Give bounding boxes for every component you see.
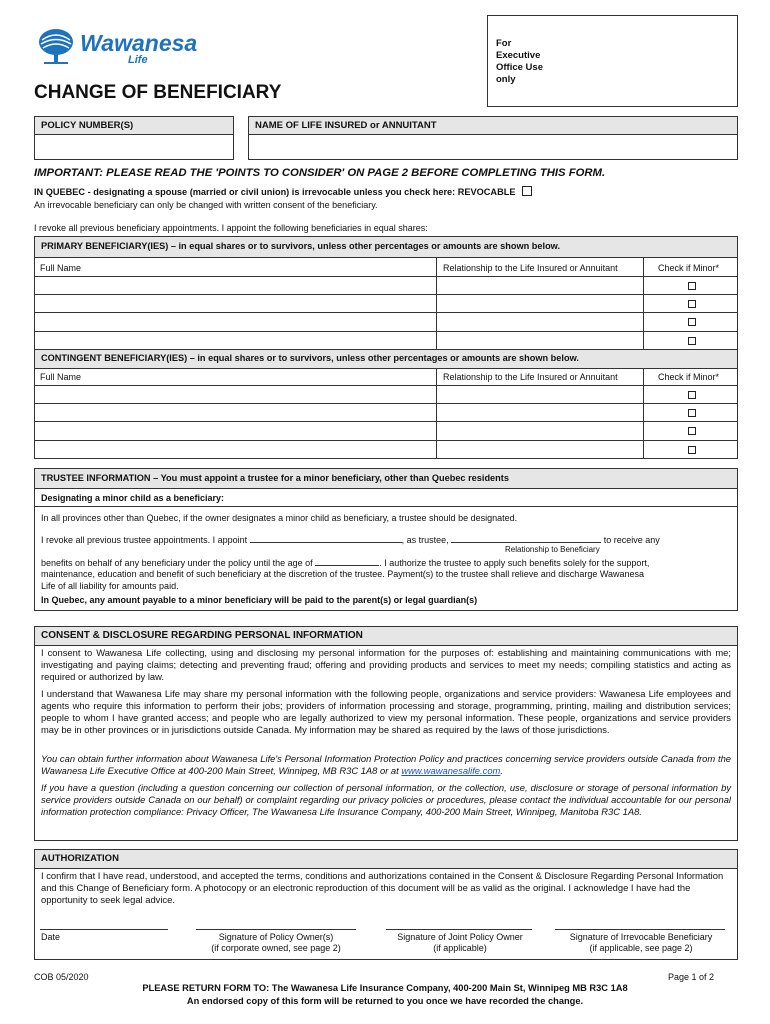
page-number: Page 1 of 2 — [668, 972, 715, 982]
primary-divider-1 — [436, 258, 437, 350]
contingent-divider-1 — [436, 368, 437, 459]
authorization-heading: AUTHORIZATION — [35, 850, 737, 869]
primary-table — [34, 236, 738, 350]
website-link[interactable]: www.wawanesalife.com — [401, 765, 501, 776]
trustee-p1: In all provinces other than Quebec, if the owner designates a minor child as beneficiary, a trustee should be designated. — [41, 513, 518, 523]
contingent-divider-2 — [643, 368, 644, 459]
exec-note: For Executive Office Use only — [496, 38, 543, 85]
important-heading: IMPORTANT: PLEASE READ THE 'POINTS TO CONSIDER' ON PAGE 2 BEFORE COMPLETING THIS FORM. — [34, 167, 606, 179]
minor-checkbox[interactable] — [688, 282, 696, 290]
form-code: COB 05/2020 — [34, 972, 89, 982]
date-label: Date — [41, 932, 61, 942]
irrevocable-note: An irrevocable beneficiary can only be changed with written consent of the beneficiary. — [34, 200, 378, 210]
primary-col-name: Full Name — [40, 263, 82, 273]
minor-checkbox[interactable] — [688, 409, 696, 417]
revoke-note: I revoke all previous beneficiary appointments. I appoint the following beneficiaries in equal shares: — [34, 223, 428, 233]
trustee-quebec: In Quebec, any amount payable to a minor beneficiary will be paid to the parent(s) or legal guardian(s) — [41, 595, 478, 605]
irrevocable-label: Signature of Irrevocable Beneficiary (if applicable, see page 2) — [569, 932, 713, 953]
contingent-row[interactable] — [34, 440, 738, 441]
authorization-text: I confirm that I have read, understood, and accepted the terms, conditions and authorizations contained in the Consent & Disclosure Regarding Personal Information and this Change of Beneficiary form. A photocopy or an electronic reproduction of this document will be as valid as the original. I acknowledge I have had the opportunity to seek legal advice. — [41, 870, 724, 905]
consent-p4: If you have a question (including a question concerning our collection of personal information, or the collection, use, disclosure or storage of personal information by service providers outside Canada on our behalf) or complaint regarding our privacy policies or procedures, please contact the individual accountable for our personal information protection compliance: Privacy Officer, The Wawanesa Life Insurance Company, 400-200 Main Street, Winnipeg, Manitoba R3C 1A8. — [41, 782, 731, 817]
minor-checkbox[interactable] — [688, 391, 696, 399]
minor-checkbox[interactable] — [688, 427, 696, 435]
revocable-checkbox[interactable] — [522, 186, 532, 196]
contingent-col-relationship: Relationship to the Life Insured or Annuitant — [443, 372, 618, 382]
minor-checkbox[interactable] — [688, 446, 696, 454]
trustee-name-field[interactable] — [250, 533, 402, 543]
primary-row[interactable] — [34, 276, 738, 277]
quebec-line: IN QUEBEC - designating a spouse (married or civil union) is irrevocable unless you check here: REVOCABLE — [34, 186, 532, 197]
trustee-age-line: benefits on behalf of any beneficiary under the policy until the age of . I authorize the trustee to apply such benefits solely for the support, — [41, 558, 650, 568]
return-address: PLEASE RETURN FORM TO: The Wawanesa Life Insurance Company, 400-200 Main St, Winnipeg MB R3C 1A8 — [142, 983, 628, 993]
contingent-col-minor: Check if Minor* — [658, 372, 720, 382]
primary-col-relationship: Relationship to the Life Insured or Annuitant — [443, 263, 618, 273]
policy-number-field[interactable] — [34, 116, 234, 160]
contingent-col-name: Full Name — [40, 372, 82, 382]
form-title: CHANGE OF BENEFICIARY — [34, 82, 282, 103]
trustee-relationship-field[interactable] — [451, 533, 601, 543]
tree-logo-icon — [36, 26, 76, 66]
executive-office-box — [487, 15, 738, 107]
trustee-heading: TRUSTEE INFORMATION – You must appoint a trustee for a minor beneficiary, other than Quebec residents — [35, 469, 737, 489]
owner-label: Signature of Policy Owner(s) (if corporate owned, see page 2) — [211, 932, 341, 953]
irrevocable-signature-field[interactable] — [555, 929, 725, 930]
contingent-row[interactable] — [34, 403, 738, 404]
joint-label: Signature of Joint Policy Owner (if applicable) — [397, 932, 523, 953]
relationship-caption: Relationship to Beneficiary — [505, 545, 600, 554]
primary-row[interactable] — [34, 312, 738, 313]
insured-name-field[interactable] — [248, 116, 738, 160]
endorsed-note: An endorsed copy of this form will be returned to you once we have recorded the change. — [186, 996, 584, 1006]
owner-signature-field[interactable] — [196, 929, 356, 930]
trustee-appoint-line: I revoke all previous trustee appointments. I appoint , as trustee, to receive any — [41, 535, 660, 545]
consent-p2: I understand that Wawanesa Life may share my personal information with the following people, organizations and service providers: Wawanesa Life employees and agents who require this information to perform their jobs; providers of information processing and storage, programming, printing, mailing and distribution services; people to whom I have granted access; and people who are legally authorized to view my personal information. These people, organizations and service providers may be in other provinces or in jurisdictions outside Canada. My information may be shared as required by the laws of those jurisdictions. — [41, 688, 731, 735]
minor-checkbox[interactable] — [688, 300, 696, 308]
trustee-p3d: Life of all liability for amounts paid. — [41, 581, 179, 591]
contingent-table — [34, 349, 738, 459]
joint-signature-field[interactable] — [386, 929, 532, 930]
contingent-row[interactable] — [34, 421, 738, 422]
primary-divider-2 — [643, 258, 644, 350]
logo — [36, 24, 206, 68]
insured-name-label: NAME OF LIFE INSURED or ANNUITANT — [249, 117, 737, 135]
contingent-row[interactable] — [34, 385, 738, 386]
trustee-divider — [34, 506, 738, 507]
contingent-heading: CONTINGENT BENEFICIARY(IES) – in equal shares or to survivors, unless other percentages or amounts are shown below. — [35, 350, 737, 369]
primary-row[interactable] — [34, 331, 738, 332]
policy-number-label: POLICY NUMBER(S) — [35, 117, 233, 135]
primary-heading: PRIMARY BENEFICIARY(IES) – in equal shares or to survivors, unless other percentages or amounts are shown below. — [35, 237, 737, 258]
primary-col-minor: Check if Minor* — [658, 263, 720, 273]
logo-text: Wawanesa — [80, 30, 198, 56]
trustee-p3c: maintenance, education and benefit of such beneficiary at the discretion of the trustee. Payment(s) to the trustee shall relieve and discharge Wawanesa — [41, 569, 645, 579]
trustee-subheading: Designating a minor child as a beneficiary: — [41, 493, 225, 503]
date-field[interactable] — [40, 929, 168, 930]
trustee-age-field[interactable] — [315, 556, 379, 566]
primary-row[interactable] — [34, 294, 738, 295]
consent-p3: You can obtain further information about Wawanesa Life's Personal Information Protection Policy and practices concerning service providers outside Canada from the Wawanesa Life Executive Office at 400-200 Main Street, Winnipeg, MB R3C 1A8 or at www.wawanesalife.com. — [41, 753, 731, 776]
minor-checkbox[interactable] — [688, 337, 696, 345]
minor-checkbox[interactable] — [688, 318, 696, 326]
logo-sub: Life — [128, 54, 148, 66]
consent-p1: I consent to Wawanesa Life collecting, using and disclosing my personal information for the purposes of: establishing and maintaining communications with me; investigating and paying claims; detecting and preventing fraud; offering and providing products and services to meet my needs; compiling statistics and acting as required or authorized by law. — [41, 647, 731, 682]
consent-heading: CONSENT & DISCLOSURE REGARDING PERSONAL INFORMATION — [35, 627, 737, 646]
